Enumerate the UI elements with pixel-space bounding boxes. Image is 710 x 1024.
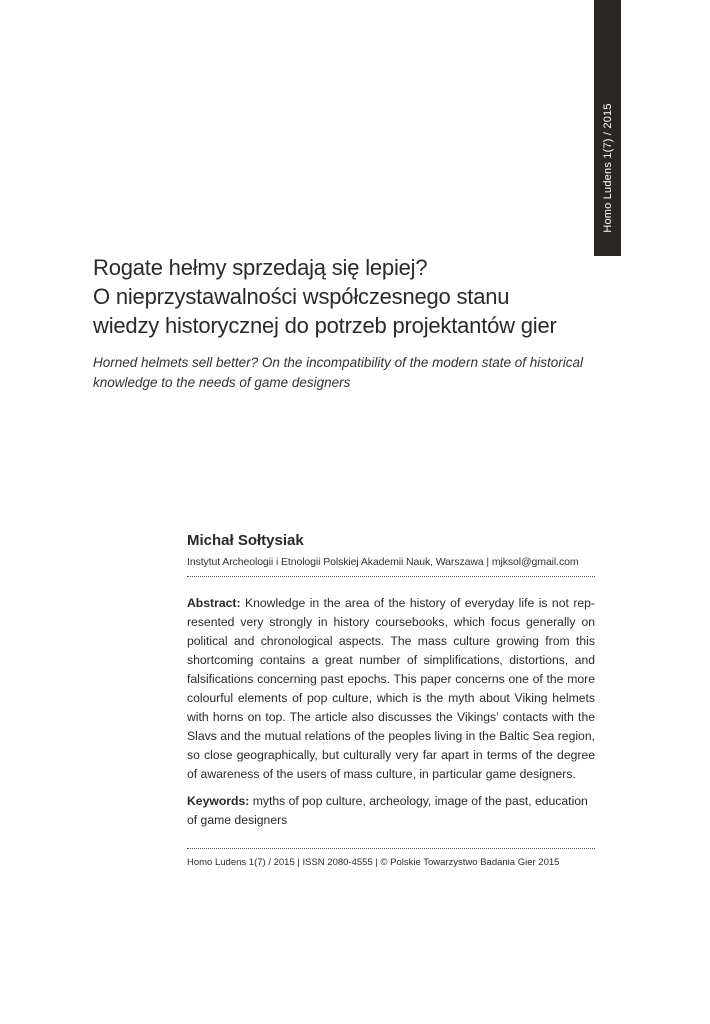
- abstract-line: so close geographically, but culturally very far apart in terms of the degree: [187, 748, 595, 762]
- paper-title: [93, 253, 593, 340]
- footer-citation: Homo Ludens 1(7) / 2015 | ISSN 2080-4555 | © Polskie Towarzystwo Badania Gier 2015: [187, 857, 560, 868]
- abstract-line: of awareness of the users of mass culture, in particular game designers.: [187, 767, 576, 781]
- abstract-line: [187, 594, 595, 613]
- abstract-label: Abstract:: [187, 596, 241, 610]
- abstract-line: colourful elements of pop culture, which is the myth about Viking helmets: [187, 691, 595, 705]
- title-line: O nieprzystawalności współczesnego stanu: [93, 284, 510, 309]
- author-name: Michał Sołtysiak: [187, 532, 304, 549]
- abstract-line: shortcoming contains a great number of simplifications, distortions, and: [187, 653, 595, 667]
- keywords-section: [187, 792, 595, 830]
- keywords-line: of game designers: [187, 813, 288, 827]
- subtitle-line: Horned helmets sell better? On the incompatibility of the modern state of historical: [93, 355, 583, 370]
- keywords-line: [187, 792, 595, 811]
- subtitle-line: knowledge to the needs of game designers: [93, 375, 351, 390]
- abstract-section: [187, 594, 595, 784]
- abstract-line: Slavs and the mutual relations of the peoples living in the Baltic Sea region,: [187, 729, 595, 743]
- dotted-divider: [187, 576, 595, 577]
- author-affiliation: Instytut Archeologii i Etnologii Polskiej Akademii Nauk, Warszawa | mjksol@gmail.com: [187, 556, 579, 568]
- abstract-line: resented very strongly in history coursebooks, which focus generally on: [187, 615, 595, 629]
- abstract-line: with horns on top. The article also discusses the Vikings’ contacts with the: [187, 710, 595, 724]
- keywords-text: myths of pop culture, archeology, image of the past, education: [252, 794, 588, 808]
- title-line: Rogate hełmy sprzedają się lepiej?: [93, 255, 428, 280]
- abstract-line: political and chronological aspects. The mass culture growing from this: [187, 634, 595, 648]
- journal-issue-label: Homo Ludens 1(7) / 2015: [601, 103, 614, 233]
- title-line: wiedzy historycznej do potrzeb projektantów gier: [93, 313, 557, 338]
- paper-subtitle-english: [93, 353, 593, 393]
- journal-side-band: [594, 0, 621, 256]
- dotted-divider: [187, 848, 595, 849]
- abstract-line: falsifications concerning past epochs. This paper concerns one of the more: [187, 672, 595, 686]
- abstract-text: Knowledge in the area of the history of everyday life is not rep-: [244, 596, 595, 610]
- keywords-label: Keywords:: [187, 794, 250, 808]
